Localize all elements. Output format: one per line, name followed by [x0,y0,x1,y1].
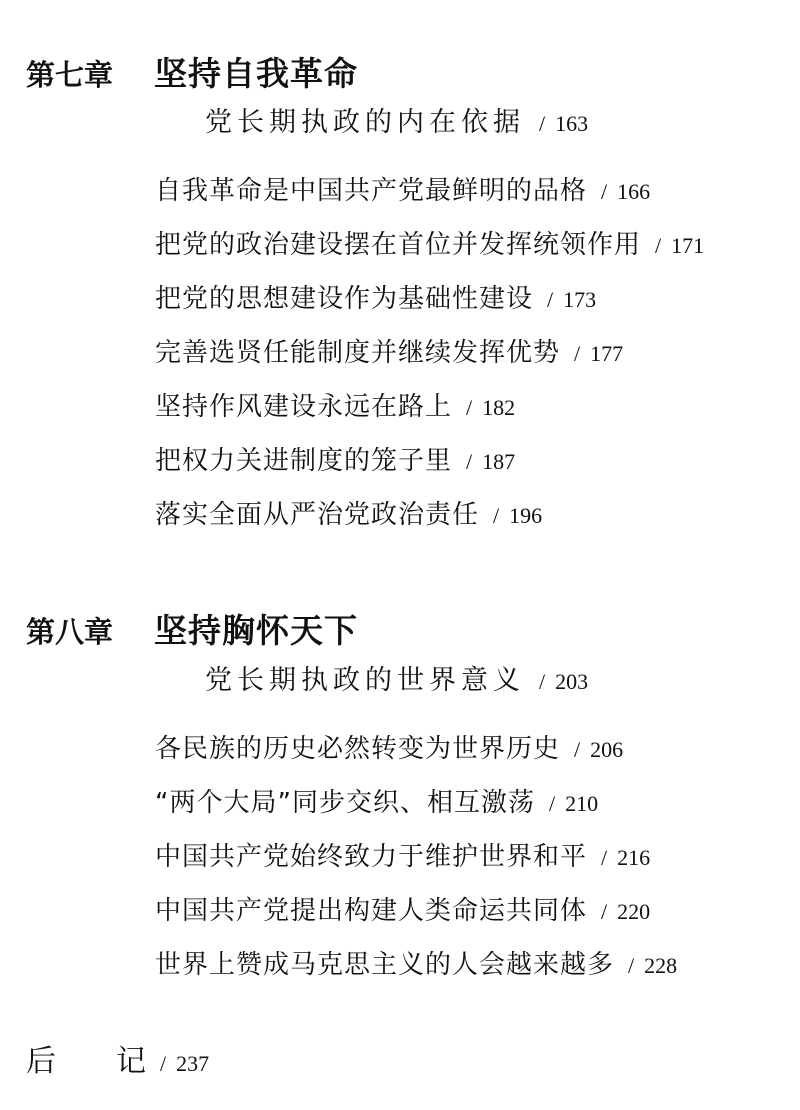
separator: / [466,395,473,420]
separator: / [160,1051,167,1076]
page-number: 196 [509,503,543,528]
entry-text: 世界上赞成马克思主义的人会越来越多 [155,950,615,980]
separator: / [601,179,608,204]
afterword-label: 后 记 [26,1044,146,1079]
page-number: 173 [563,287,597,312]
separator: / [493,503,500,528]
toc-entry[interactable] [155,170,650,207]
chapter-7-heading [26,48,358,95]
separator: / [601,845,608,870]
page-number: 220 [617,899,651,924]
chapter-number: 第七章 [26,58,114,92]
chapter-8-subtitle[interactable] [205,658,588,697]
toc-entry[interactable] [155,836,650,873]
page-number: 182 [482,395,516,420]
chapter-8-heading [26,605,358,652]
chapter-title: 坚持胸怀天下 [154,611,358,650]
toc-entry[interactable] [155,728,623,765]
toc-entry[interactable] [155,278,596,315]
subtitle-text: 党长期执政的世界意义 [205,665,525,696]
page-number: 171 [671,233,705,258]
entry-text: 坚持作风建设永远在路上 [155,392,453,422]
entry-text: 各民族的历史必然转变为世界历史 [155,734,561,764]
separator: / [574,341,581,366]
toc-entry[interactable] [155,332,623,369]
page-number: 166 [617,179,651,204]
entry-text: 把党的政治建设摆在首位并发挥统领作用 [155,230,642,260]
page-number: 187 [482,449,516,474]
entry-text: 中国共产党提出构建人类命运共同体 [155,896,588,926]
page-number: 163 [555,111,589,136]
page-number: 228 [644,953,678,978]
entry-text: 自我革命是中国共产党最鲜明的品格 [155,176,588,206]
entry-text: 中国共产党始终致力于维护世界和平 [155,842,588,872]
separator: / [601,899,608,924]
page-number: 216 [617,845,651,870]
separator: / [539,669,546,694]
chapter-title: 坚持自我革命 [154,54,358,93]
entry-text: 落实全面从严治党政治责任 [155,500,480,530]
separator: / [466,449,473,474]
separator: / [547,287,554,312]
afterword-entry[interactable] [26,1036,209,1080]
separator: / [548,791,556,816]
separator: / [628,953,635,978]
separator: / [539,111,546,136]
page-number: 210 [565,791,599,816]
toc-entry[interactable] [155,494,542,531]
page-number: 177 [590,341,624,366]
page-number: 203 [555,669,589,694]
toc-entry[interactable] [155,386,515,423]
chapter-number: 第八章 [26,615,114,649]
chapter-7-subtitle[interactable] [205,100,588,139]
page-number: 206 [590,737,624,762]
toc-entry[interactable] [155,440,515,477]
entry-text: “两个大局”同步交织、相互激荡 [155,788,535,818]
subtitle-text: 党长期执政的内在依据 [205,107,525,138]
toc-entry[interactable] [155,782,598,819]
toc-entry[interactable] [155,890,650,927]
page-number: 237 [176,1051,210,1076]
toc-entry[interactable] [155,944,677,981]
entry-text: 把党的思想建设作为基础性建设 [155,284,534,314]
entry-text: 把权力关进制度的笼子里 [155,446,453,476]
separator: / [574,737,581,762]
entry-text: 完善选贤任能制度并继续发挥优势 [155,338,561,368]
separator: / [655,233,662,258]
toc-entry[interactable] [155,224,704,261]
